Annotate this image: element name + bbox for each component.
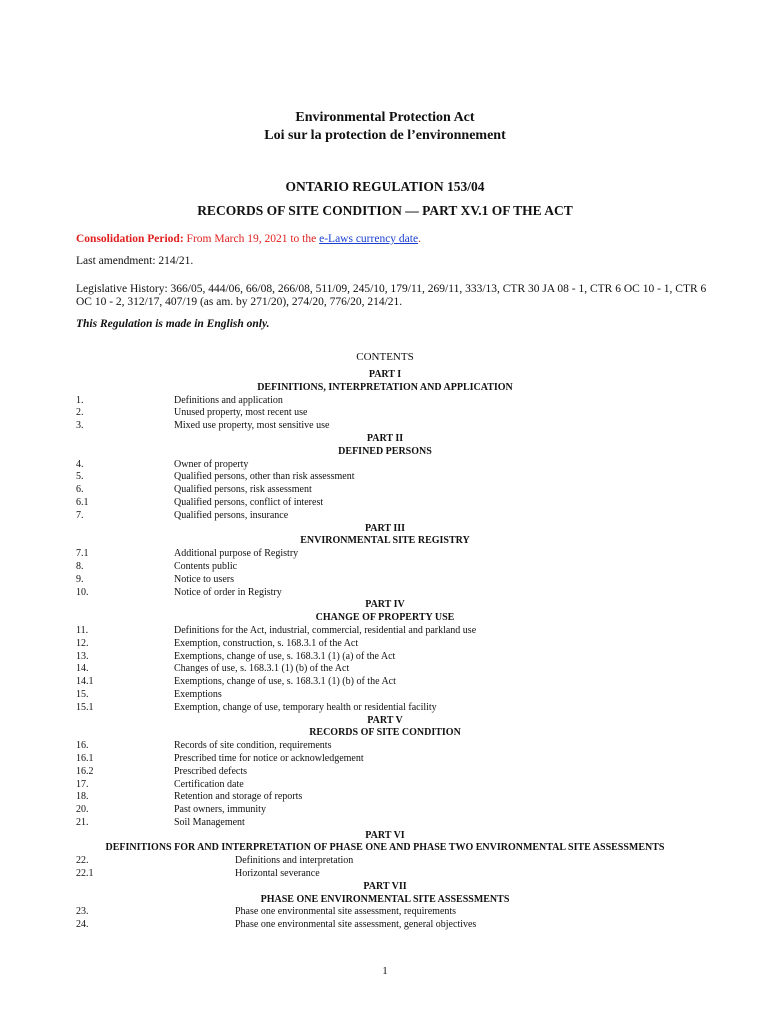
toc-entry[interactable] (0, 804, 770, 817)
toc-entry[interactable] (0, 919, 770, 932)
act-title-english: Environmental Protection Act (295, 110, 475, 125)
toc-entry-number: 23. (76, 906, 89, 918)
toc-entry-title: Phase one environmental site assessment, requirements (235, 906, 457, 918)
toc-part-title: DEFINITIONS, INTERPRETATION AND APPLICATION (257, 381, 513, 393)
toc-entry-number: 22.1 (76, 868, 94, 880)
toc-entry-title: Notice of order in Registry (174, 586, 282, 598)
toc-entry-title: Records of site condition, requirements (174, 740, 332, 752)
toc-entry-title: Qualified persons, insurance (174, 509, 289, 521)
toc-entry[interactable] (0, 420, 770, 433)
toc-entry-title: Prescribed time for notice or acknowledgement (174, 752, 364, 764)
toc-entry-title: Notice to users (174, 573, 234, 585)
toc-part-label: PART II (366, 432, 404, 444)
contents-heading: CONTENTS (356, 351, 414, 363)
toc-entry-title: Exemptions, change of use, s. 168.3.1 (1) (b) of the Act (174, 676, 396, 688)
toc-entry-title: Owner of property (174, 458, 249, 470)
toc-entry[interactable] (0, 702, 770, 715)
toc-entry-title: Definitions for the Act, industrial, commercial, residential and parkland use (174, 624, 477, 636)
toc-entry-title: Mixed use property, most sensitive use (174, 420, 330, 432)
toc-entry-number: 15.1 (76, 701, 94, 713)
toc-entry-number: 16.1 (76, 752, 94, 764)
toc-entry[interactable] (0, 766, 770, 779)
toc-entry[interactable] (0, 689, 770, 702)
toc-entry-title: Unused property, most recent use (174, 407, 308, 419)
toc-entry-number: 2. (76, 407, 84, 419)
toc-entry[interactable] (0, 868, 770, 881)
toc-entry-title: Phase one environmental site assessment, general objectives (235, 919, 477, 931)
toc-entry-title: Exemption, construction, s. 168.3.1 of the Act (174, 637, 359, 649)
toc-part-label: PART IV (365, 599, 405, 611)
toc-entry[interactable] (0, 855, 770, 868)
toc-entry-number: 21. (76, 816, 89, 828)
toc-entry[interactable] (0, 753, 770, 766)
toc-entry-number: 11. (76, 624, 89, 636)
toc-entry[interactable] (0, 791, 770, 804)
toc-entry-number: 6.1 (76, 496, 89, 508)
toc-part-label: PART III (364, 522, 406, 534)
toc-entry-title: Qualified persons, conflict of interest (174, 496, 324, 508)
regulation-number: ONTARIO REGULATION 153/04 (285, 179, 485, 194)
toc-entry[interactable] (0, 638, 770, 651)
toc-entry-number: 9. (76, 573, 84, 585)
last-amendment: Last amendment: 214/21. (76, 255, 194, 267)
toc-entry-title: Prescribed defects (174, 765, 248, 777)
e-laws-currency-link[interactable]: e-Laws currency date (319, 233, 419, 245)
toc-entry-title: Exemption, change of use, temporary health or residential facility (174, 701, 437, 713)
toc-entry[interactable] (0, 587, 770, 600)
toc-part-label: PART V (367, 714, 403, 726)
toc-entry-title: Qualified persons, other than risk assessment (174, 471, 355, 483)
toc-entry[interactable] (0, 906, 770, 919)
toc-entry-title: Horizontal severance (235, 868, 320, 880)
toc-entry[interactable] (0, 561, 770, 574)
toc-entry[interactable] (0, 459, 770, 472)
toc-entry-number: 13. (76, 650, 89, 662)
toc-entry-number: 3. (76, 420, 84, 432)
toc-part-title: CHANGE OF PROPERTY USE (315, 612, 455, 624)
toc-entry-title: Retention and storage of reports (174, 791, 303, 803)
consolidation-period-end: . (418, 233, 421, 245)
consolidation-text: From March 19, 2021 to the (183, 233, 320, 245)
toc-entry-number: 7. (76, 509, 84, 521)
toc-entry-number: 1. (76, 394, 84, 406)
toc-entry-number: 16.2 (76, 765, 94, 777)
toc-entry[interactable] (0, 574, 770, 587)
toc-part-label: PART VI (365, 829, 405, 841)
toc-entry-title: Qualified persons, risk assessment (174, 484, 312, 496)
toc-part-title: ENVIRONMENTAL SITE REGISTRY (300, 535, 470, 547)
toc-entry-title: Definitions and application (174, 394, 283, 406)
page-number: 1 (382, 965, 388, 977)
toc-entry-number: 20. (76, 804, 89, 816)
toc-entry-title: Certification date (174, 778, 244, 790)
toc-entry-title: Definitions and interpretation (235, 855, 354, 867)
toc-entry-title: Past owners, immunity (174, 804, 266, 816)
toc-entry-number: 15. (76, 688, 89, 700)
toc-entry[interactable] (0, 740, 770, 753)
table-of-contents (0, 350, 770, 932)
toc-entry[interactable] (0, 497, 770, 510)
toc-part-title: PHASE ONE ENVIRONMENTAL SITE ASSESSMENTS (260, 893, 510, 905)
toc-entry-number: 8. (76, 560, 84, 572)
toc-part-title: RECORDS OF SITE CONDITION (309, 727, 461, 739)
language-note: This Regulation is made in English only. (76, 318, 270, 330)
toc-entry[interactable] (0, 484, 770, 497)
toc-entry-title: Soil Management (174, 816, 245, 828)
toc-part-label: PART VII (363, 880, 407, 892)
toc-entry-number: 22. (76, 855, 89, 867)
toc-entry[interactable] (0, 548, 770, 561)
toc-part-title: DEFINITIONS FOR AND INTERPRETATION OF PHASE ONE AND PHASE TWO ENVIRONMENTAL SITE ASSESSMENTS (105, 842, 665, 854)
toc-entry[interactable] (0, 407, 770, 420)
toc-entry-title: Exemptions, change of use, s. 168.3.1 (1) (a) of the Act (174, 650, 396, 662)
toc-entry[interactable] (0, 676, 770, 689)
toc-entry-number: 12. (76, 637, 89, 649)
toc-entry-number: 18. (76, 791, 89, 803)
toc-entry[interactable] (0, 471, 770, 484)
toc-entry-number: 24. (76, 919, 89, 931)
toc-entry-number: 14.1 (76, 676, 94, 688)
regulation-subtitle: RECORDS OF SITE CONDITION — PART XV.1 OF THE ACT (197, 203, 573, 218)
toc-part-title: DEFINED PERSONS (338, 445, 432, 457)
toc-entry-title: Changes of use, s. 168.3.1 (1) (b) of the Act (174, 663, 350, 675)
toc-part-label: PART I (368, 369, 402, 380)
toc-entry-number: 7.1 (76, 548, 89, 560)
toc-entry-number: 10. (76, 586, 89, 598)
toc-entry[interactable] (0, 625, 770, 638)
toc-entry[interactable] (0, 817, 770, 830)
toc-entry-number: 16. (76, 740, 89, 752)
toc-entry-number: 4. (76, 458, 84, 470)
toc-entry-number: 17. (76, 778, 89, 790)
consolidation-label: Consolidation Period: (76, 233, 184, 245)
toc-entry-title: Additional purpose of Registry (174, 548, 299, 560)
toc-entry-number: 5. (76, 471, 84, 483)
consolidation-period (76, 233, 716, 246)
toc-entry-title: Contents public (174, 560, 238, 572)
toc-entry-title: Exemptions (174, 688, 222, 700)
toc-entry[interactable] (0, 779, 770, 792)
act-title-french: Loi sur la protection de l’environnement (264, 128, 506, 143)
toc-entry[interactable] (0, 510, 770, 523)
toc-entry[interactable] (0, 651, 770, 664)
legislative-history: Legislative History: 366/05, 444/06, 66/08, 266/08, 511/09, 245/10, 179/11, 269/11, 333/13, CTR 30 JA 08 - 1, CTR 6 OC 10 - 1, CTR 6 OC 10 - 2, 312/17, 407/19 (as am. by 271/20), 274/20, 776/20, 214/21. (76, 283, 707, 308)
toc-entry-number: 6. (76, 484, 84, 496)
toc-entry-number: 14. (76, 663, 89, 675)
toc-entry[interactable] (0, 395, 770, 408)
toc-entry[interactable] (0, 663, 770, 676)
